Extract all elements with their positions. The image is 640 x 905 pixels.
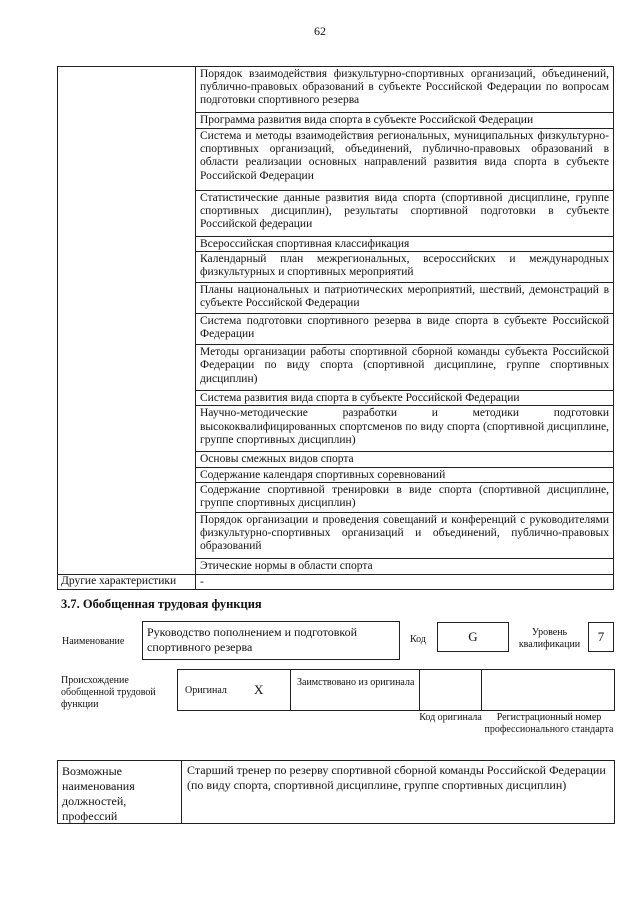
knowledge-item: Порядок организации и проведения совещаний и конференций с руководителями физкультурно-спортивных организаций и объединений, публично-правовых образований [196, 512, 614, 558]
knowledge-item: Содержание календаря спортивных соревнований [196, 467, 614, 482]
section-heading: 3.7. Обобщенная трудовая функция [61, 597, 262, 611]
positions-label: Возможные наименования должностей, профессий [62, 764, 135, 823]
borrowed-cell [290, 669, 420, 711]
knowledge-item: Научно-методические разработки и методики подготовки высококвалифицированных спортсменов по виду спорта (спортивной дисциплине, группе спортивных дисциплин) [196, 406, 614, 452]
positions-value: Старший тренер по резерву спортивной сборной команды Российской Федерации (по виду спорта, спортивной дисциплине, группе спортивных дисциплин) [187, 763, 606, 792]
positions-value-cell [181, 760, 615, 824]
knowledge-item: Порядок взаимодействия физкультурно-спортивных организаций, объединений, публично-правовых образований в субъекте Российской Федерации по вопросам подготовки спортивного резерва [196, 67, 614, 113]
other-characteristics-cell [58, 574, 196, 589]
original-cell [177, 669, 291, 711]
origin-label: Происхождение обобщенной трудовой функции [61, 675, 156, 710]
code-label: Код [410, 634, 426, 645]
reg-number-label: Регистрационный номер профессионального стандарта [484, 712, 614, 735]
level-value-box [588, 622, 614, 652]
knowledge-row [58, 67, 614, 113]
knowledge-item: Всероссийская спортивная классификация [196, 237, 614, 252]
positions-label-cell [57, 760, 182, 824]
knowledge-item: Этические нормы в области спорта [196, 558, 614, 574]
knowledge-item: Планы национальных и патриотических мероприятий, шествий, демонстраций в субъекте Российской Федерации [196, 283, 614, 314]
knowledge-item: Календарный план межрегиональных, всероссийских и международных физкультурных и спортивных мероприятий [196, 252, 614, 283]
knowledge-item: Статистические данные развития вида спорта (спортивной дисциплине, группе спортивных дисциплин), результаты спортивной подготовки в субъекте Российской федерации [196, 191, 614, 237]
original-label: Оригинал [185, 685, 227, 696]
name-value-box [142, 621, 400, 660]
code-value-box [437, 622, 509, 652]
knowledge-table [57, 66, 614, 590]
name-value: Руководство пополнением и подготовкой спортивного резерва [147, 625, 358, 654]
other-characteristics-label: Другие характеристики [61, 574, 177, 587]
knowledge-item: Система и методы взаимодействия региональных, муниципальных физкультурно-спортивных организаций, объединений, публично-правовых образований в области реализации основных направлений развития вида спорта в субъекте Российской Федерации [196, 129, 614, 191]
code-value: G [468, 629, 478, 644]
knowledge-item: Методы организации работы спортивной сборной команды субъекта Российской Федерации по виду спорта (спортивной дисциплине, группе спортивных дисциплин) [196, 345, 614, 391]
borrowed-label: Заимствовано из оригинала [297, 677, 415, 688]
name-label: Наименование [62, 636, 125, 647]
knowledge-item: Содержание спортивной тренировки в виде спорта (спортивной дисциплине, группе спортивных дисциплин) [196, 482, 614, 512]
original-code-cell [419, 669, 482, 711]
other-characteristics-row [58, 574, 614, 589]
knowledge-item: Основы смежных видов спорта [196, 452, 614, 467]
original-code-label: Код оригинала [419, 712, 482, 723]
knowledge-item: Система подготовки спортивного резерва в виде спорта в субъекте Российской Федерации [196, 314, 614, 345]
original-mark: X [254, 682, 264, 697]
page-number: 62 [314, 24, 326, 38]
level-label: Уровень квалификации [518, 627, 581, 650]
knowledge-left-cell [58, 67, 196, 575]
reg-number-cell [481, 669, 615, 711]
knowledge-item: Программа развития вида спорта в субъекте Российской Федерации [196, 113, 614, 129]
other-characteristics-value: - [196, 574, 614, 589]
level-value: 7 [597, 629, 605, 644]
knowledge-item: Система развития вида спорта в субъекте Российской Федерации [196, 391, 614, 406]
